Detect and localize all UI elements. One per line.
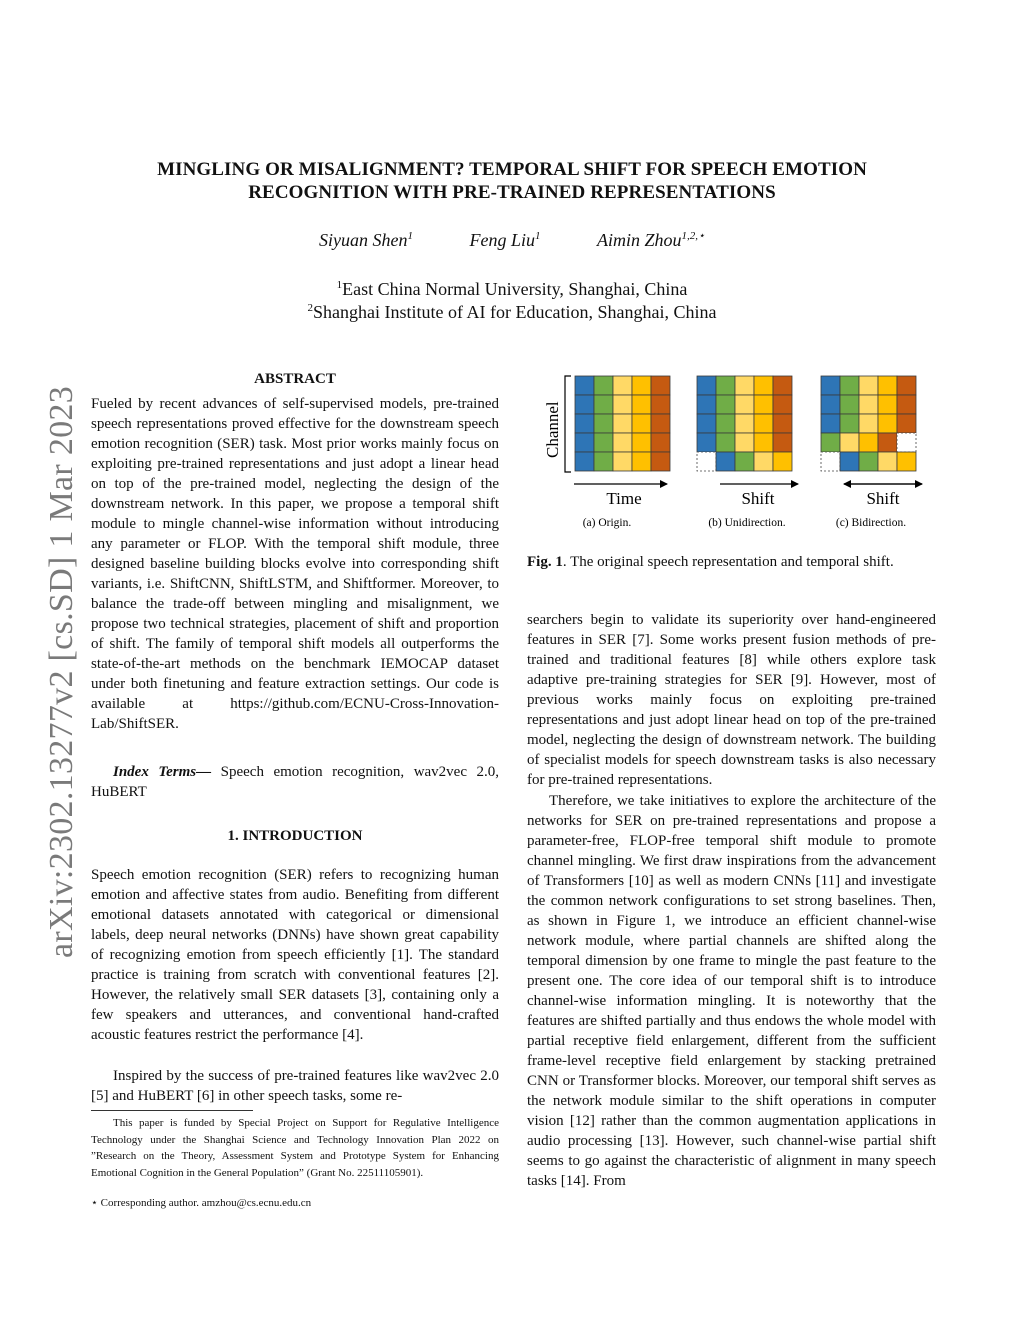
bidirection-cell [859, 395, 878, 414]
bidirection-cell [840, 433, 859, 452]
origin-cell [575, 414, 594, 433]
bidirection-cell [859, 452, 878, 471]
bidirection-cell [897, 395, 916, 414]
channel-label: Channel [543, 401, 562, 458]
bidirection-cell [859, 376, 878, 395]
bidirection-cell [878, 395, 897, 414]
unidirection-cell [773, 452, 792, 471]
intro-heading: 1. INTRODUCTION [227, 828, 363, 844]
title-line-2: RECOGNITION WITH PRE-TRAINED REPRESENTATIONS [248, 182, 776, 203]
origin-cell [594, 414, 613, 433]
bidirection-cell [821, 376, 840, 395]
time-label: Time [606, 489, 642, 508]
shift-label-bidirection: Shift [866, 489, 900, 508]
origin-cell [632, 376, 651, 395]
grid-unidirection [697, 376, 792, 471]
unidirection-cell [754, 395, 773, 414]
unidirection-cell [697, 395, 716, 414]
origin-cell [651, 376, 670, 395]
unidirection-cell [754, 433, 773, 452]
unidirection-cell [697, 452, 716, 471]
origin-cell [613, 414, 632, 433]
arxiv-id: arXiv:2302.13277v2 [cs.SD] 1 Mar 2023 [43, 385, 80, 958]
bidirection-cell [821, 452, 840, 471]
intro-paragraph-1: Speech emotion recognition (SER) refers to recognizing human emotion and affective states from audio. Benefiting from different emotional datasets annotated with categorical or dimensional labels, deep neural networks (DNNs) have shown great capability of recognizing emotion from speech efficiently [1]. The standard practice is training from scratch with conventional features [2]. However, the relatively small SER datasets [3], containing only a few speakers and utterances, and conventional hand-crafted acoustic features restrict the performance [4]. [91, 867, 499, 1043]
unidirection-cell [735, 452, 754, 471]
unidirection-cell [716, 452, 735, 471]
affiliations [100, 278, 924, 324]
author-3: Aimin Zhou$^{1,2,⋆}$ [597, 230, 705, 250]
bidirection-cell [878, 452, 897, 471]
origin-cell [651, 395, 670, 414]
bidirection-cell [840, 395, 859, 414]
unidirection-cell [735, 376, 754, 395]
origin-cell [651, 452, 670, 471]
figure-1 [527, 366, 936, 536]
origin-cell [613, 452, 632, 471]
grid-origin [575, 376, 670, 471]
abstract-text: Fueled by recent advances of self-supervised models, pre-trained speech representations proved effective for the downstream speech emotion recognition (SER) task. Most prior works mainly focus on exploiting pre-trained representations and just adopt a linear head on top of the pre-trained model, neglecting the design of the downstream network. In this paper, we propose a temporal shift module to mingle channel-wise information without introducing any parameter or FLOP. With the temporal shift module, three designed baseline building blocks evolve into corresponding shift variants, i.e. ShiftCNN, ShiftLSTM, and Shiftformer. Moreover, to balance the trade-off between mingling and misalignment, we propose two technical strategies, placement of shift and proportion of shift. The family of temporal shift models all outperforms the state-of-the-art methods on the benchmark IEMOCAP dataset under both finetuning and feature extraction settings. Our code is available at https://github.com/ECNU-Cross-Innovation-Lab/ShiftSER. [91, 396, 499, 732]
right-paragraph-2: Therefore, we take initiatives to explore the architecture of the networks for SER on pre-trained representations and propose a parameter-free, FLOP-free temporal shift module to promote channel mingling. We first draw inspirations from the advancement of Transformers [10] as well as modern CNNs [11] and investigate the common network configurations to set strong baselines. Then, as shown in Figure 1, we introduce an efficient channel-wise network module, where partial channels are shifted along the temporal dimension by one frame to mingle the past feature to the present one. The core idea of our temporal shift is to introduce channel-wise information mingling. It is noteworthy that the features are shifted partially and thus endows the whole model with partial receptive field enlargement, different from the sufficient frame-level receptive field enlargement by stacking pretrained CNN or Transformer blocks. Moreover, our temporal shift serves as the network module similar to the shift operations in computer vision [12] rather than the common augmentation applications in audio processing [13]. However, such channel-wise partial shift seems to go against the characteristic of alignment in many speech tasks [14]. From [527, 793, 936, 1189]
origin-cell [632, 452, 651, 471]
unidirection-cell [773, 414, 792, 433]
unidirection-cell [716, 433, 735, 452]
unidirection-cell [697, 433, 716, 452]
origin-cell [651, 414, 670, 433]
bidirection-cell [859, 414, 878, 433]
subcaption-c: (c) Bidirection. [835, 517, 907, 529]
origin-cell [613, 395, 632, 414]
bidirection-cell [840, 414, 859, 433]
origin-cell [651, 433, 670, 452]
bidirection-cell [897, 433, 916, 452]
unidirection-cell [697, 414, 716, 433]
unidirection-cell [754, 414, 773, 433]
corresponding-footnote: ⋆ Corresponding author. amzhou@cs.ecnu.edu.cn [91, 1197, 312, 1209]
figure-caption: Fig. 1. The original speech representation and temporal shift. [527, 554, 894, 570]
bidirection-cell [840, 452, 859, 471]
unidirection-cell [716, 376, 735, 395]
subcaption-a: (a) Origin. [582, 517, 632, 529]
origin-cell [613, 433, 632, 452]
bidirection-cell [840, 376, 859, 395]
origin-cell [594, 395, 613, 414]
origin-cell [594, 433, 613, 452]
funding-footnote: This paper is funded by Special Project on Support for Regulative Intelligence Technology under the Shanghai Science and Technology Innovation Plan 2022 on ”Research on the Theory, Assessment System and Prototype System for Enhancing Emotional Cognition in the General Population” (Grant No. 22511105901). [91, 1117, 499, 1179]
affiliation-2: $^2$Shanghai Institute of AI for Education, Shanghai, China [307, 302, 717, 322]
intro-paragraph-2: Inspired by the success of pre-trained features like wav2vec 2.0 [5] and HuBERT [6] in other speech tasks, some re- [91, 1068, 499, 1104]
grid-bidirection [821, 376, 916, 471]
origin-cell [632, 433, 651, 452]
bidirection-cell [821, 433, 840, 452]
unidirection-cell [754, 452, 773, 471]
bidirection-cell [821, 395, 840, 414]
origin-cell [632, 414, 651, 433]
author-2: Feng Liu$^1$ [469, 230, 541, 250]
author-1: Siyuan Shen$^1$ [319, 230, 414, 250]
unidirection-cell [735, 395, 754, 414]
unidirection-cell [735, 414, 754, 433]
arxiv-sidebar [22, 360, 80, 960]
origin-cell [575, 433, 594, 452]
bidirection-cell [878, 376, 897, 395]
unidirection-cell [735, 433, 754, 452]
origin-cell [575, 452, 594, 471]
unidirection-cell [773, 376, 792, 395]
bidirection-cell [878, 414, 897, 433]
bidirection-cell [859, 433, 878, 452]
origin-cell [575, 376, 594, 395]
footnote-rule [91, 1110, 253, 1111]
unidirection-cell [716, 414, 735, 433]
unidirection-cell [697, 376, 716, 395]
unidirection-cell [754, 376, 773, 395]
subcaption-b: (b) Unidirection. [708, 517, 786, 529]
affiliation-1: $^1$East China Normal University, Shanghai, China [336, 279, 688, 299]
author-list [100, 230, 924, 251]
origin-cell [575, 395, 594, 414]
unidirection-cell [773, 433, 792, 452]
abstract-heading: ABSTRACT [254, 371, 336, 387]
origin-cell [613, 376, 632, 395]
unidirection-cell [773, 395, 792, 414]
unidirection-cell [716, 395, 735, 414]
bidirection-cell [897, 414, 916, 433]
channel-bracket [565, 376, 571, 472]
origin-cell [594, 452, 613, 471]
bidirection-cell [821, 414, 840, 433]
title-line-1: MINGLING OR MISALIGNMENT? TEMPORAL SHIFT FOR SPEECH EMOTION [157, 159, 867, 180]
bidirection-cell [878, 433, 897, 452]
right-paragraph-1: searchers begin to validate its superiority over hand-engineered features in SER [7]. Some works present fusion methods of pre-trained and traditional features [8] while others explore task adaptive pre-training strategies for SER [9]. However, most of previous works mainly focus on exploiting pre-trained representations and just adopt linear head on top of the pre-trained model, neglecting the design of downstream network. The building of specialist models for speech downstream tasks is also necessary for pre-trained representations. [527, 612, 936, 788]
paper-title [100, 158, 924, 204]
index-terms: Index Terms— Speech emotion recognition, wav2vec 2.0, HuBERT [91, 764, 499, 800]
bidirection-cell [897, 452, 916, 471]
origin-cell [632, 395, 651, 414]
shift-label-unidirection: Shift [741, 489, 775, 508]
bidirection-cell [897, 376, 916, 395]
origin-cell [594, 376, 613, 395]
